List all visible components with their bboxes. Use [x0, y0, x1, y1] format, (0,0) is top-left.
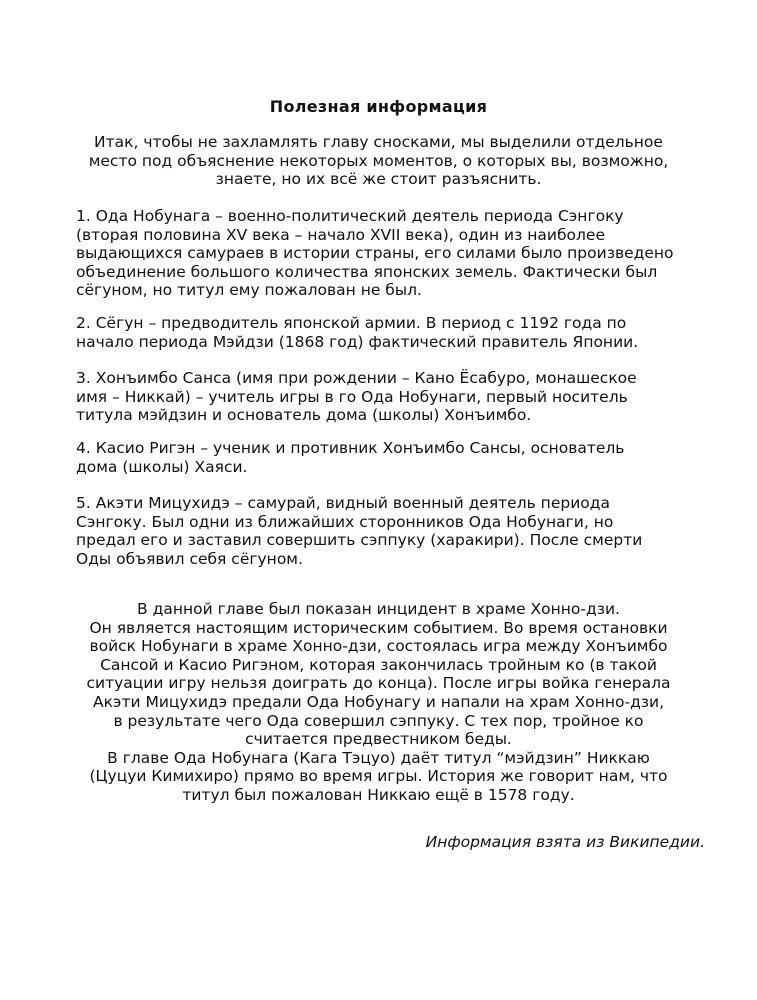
text-line: в результате чего Ода совершил сэппуку. С тех пор, тройное ко [113, 711, 644, 730]
text-line: (Цуцуи Кимихиро) прямо во время игры. История же говорит нам, что [89, 767, 668, 786]
text-line: сёгуном, но титул ему пожалован не был. [76, 281, 422, 300]
text-line: Оды объявил себя сёгуном. [76, 549, 303, 568]
text-line: 2. Сёгун – предводитель японской армии. В период с 1192 года по [76, 314, 627, 332]
note-shogun [76, 314, 696, 351]
text-line: начало периода Мэйдзи (1868 год) фактический правитель Японии. [76, 332, 639, 351]
text-line: 3. Хонъимбо Санса (имя при рождении – Кано Ёсабуро, монашеское [76, 369, 637, 387]
text-line: знаете, но их всё же стоит разъяснить. [215, 170, 542, 189]
source-note: Информация взята из Википедии. [425, 833, 705, 851]
text-line: (вторая половина XV века – начало XVII века), один из наиболее [76, 225, 605, 244]
text-line: объединение большого количества японских земель. Фактически был [76, 262, 658, 281]
text-line: В главе Ода Нобунага (Кага Тэцуо) даёт титул “мэйдзин” Никкаю [107, 748, 650, 767]
text-line: выдающихся самураев в истории страны, его силами было произведено [76, 244, 674, 263]
page-title: Полезная информация [269, 97, 488, 116]
intro-paragraph [60, 133, 697, 189]
text-line: дома (школы) Хаяси. [76, 457, 248, 476]
note-honinbo-sansa [76, 369, 696, 425]
text-line: титула мэйдзин и основатель дома (школы) Хонъимбо. [76, 406, 532, 425]
text-line: 4. Касио Ригэн – ученик и противник Хонъимбо Сансы, основатель [76, 439, 625, 457]
text-line: В данной главе был показан инцидент в храме Хонно-дзи. [137, 600, 620, 618]
text-line: имя – Никкай) – учитель игры в го Ода Нобунаги, первый носитель [76, 387, 628, 406]
text-line: титул был пожалован Никкаю ещё в 1578 году. [182, 785, 575, 804]
text-line: считается предвестником беды. [245, 730, 512, 749]
text-line: место под объяснение некоторых моментов, о которых вы, возможно, [88, 151, 669, 170]
text-line: предал его и заставил совершить сэппуку (харакири). После смерти [76, 531, 643, 550]
text-line: Итак, чтобы не захламлять главу сносками, мы выделили отдельное [94, 133, 663, 151]
note-kashio-rigen [76, 439, 696, 476]
text-line: 5. Акэти Мицухидэ – самурай, видный военный деятель периода [76, 494, 610, 512]
text-line: войск Нобунаги в храме Хонно-дзи, состоялась игра между Хонъимбо [89, 637, 668, 656]
text-line: 1. Ода Нобунага – военно-политический деятель периода Сэнгоку [76, 207, 624, 225]
note-oda-nobunaga [76, 207, 696, 300]
note-akechi-mitsuhide [76, 494, 696, 568]
text-line: Сансой и Касио Ригэном, которая закончилась тройным ко (в такой [100, 655, 657, 674]
text-line: Он является настоящим историческим событием. Во время остановки [89, 618, 668, 637]
text-line: Акэти Мицухидэ предали Ода Нобунагу и напали на храм Хонно-дзи, [92, 692, 665, 711]
incident-paragraph [60, 600, 697, 805]
text-line: ситуации игру нельзя доиграть до конца). После игры войка генерала [86, 674, 671, 693]
text-line: Сэнгоку. Был одни из ближайших сторонников Ода Нобунаги, но [76, 512, 614, 531]
